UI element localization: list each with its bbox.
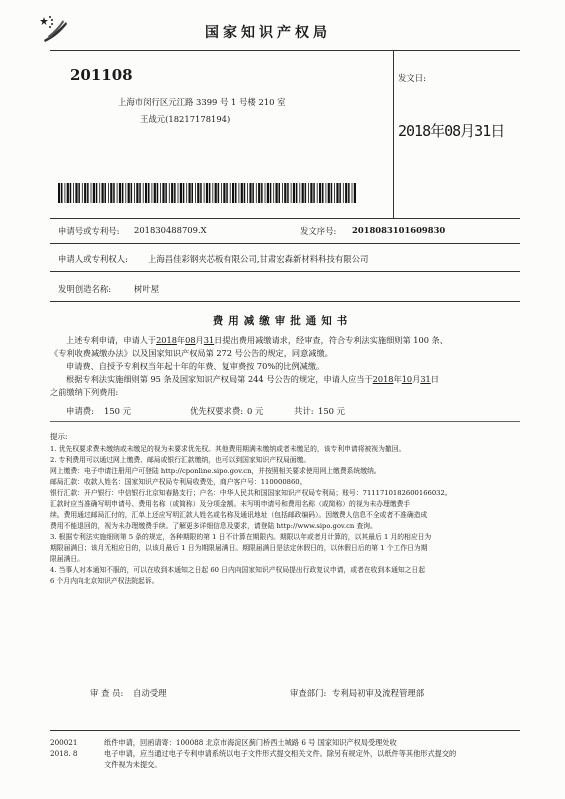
fee-application: 150 元 — [104, 406, 132, 416]
applicant-name: 上海昌佳彩钢夹芯板有限公司,甘肃宏森新材料科技有限公司 — [148, 254, 369, 264]
deadline-year: 2018 — [372, 374, 394, 384]
paragraph-deadline-cont: 之前缴纳下列费用: — [50, 387, 119, 397]
footer-line: 纸件申请，回函请寄：100088 北京市海淀区蓟门桥西土城路 6 号 国家知识产权局受理处收 — [104, 738, 397, 747]
hint-line: 4. 当事人对本通知不服的，可以在收到本通知之日起 60 日内向国家知识产权局提出行政复议申请，或者在收到本通知之日起 — [50, 566, 426, 574]
fee-priority-label: 优先权要求费: — [190, 406, 244, 416]
issue-date: 2018年08月31日 — [398, 122, 505, 140]
hint-line: 3. 根据专利法实施细则第 5 条的规定，各种期限的第 1 日不计算在期限内。期限以年或者月计算的，以其最后 1 月的相应日为 — [50, 533, 432, 541]
office-name: 国家知识产权局 — [205, 25, 331, 41]
text: 年 — [393, 374, 402, 384]
hint-line: 网上缴费：电子申请注册用户可登陆 http://cponline.sipo.gov.cn，并按照相关要求使用网上缴费系统缴纳。 — [50, 467, 381, 475]
serial-number-label: 发文序号: — [300, 226, 337, 236]
applicant-label: 申请人或专利权人: — [58, 254, 128, 264]
paragraph-approval — [50, 334, 530, 347]
issue-date-label: 发文日: — [398, 73, 426, 83]
divider — [50, 421, 520, 422]
hints-list — [50, 444, 530, 587]
divider — [50, 271, 520, 272]
department-label: 审查部门: — [290, 688, 327, 698]
paragraph-approval-cont: 《专利收费减缴办法》以及国家知识产权局第 272 号公告的规定，同意减缴。 — [50, 348, 333, 358]
fee-application-label: 申请费: — [66, 406, 94, 416]
form-code: 200021 — [50, 738, 78, 747]
application-number: 201830488709.X — [134, 225, 207, 235]
hint-line: 汇款时应当准确写明申请号、费用名称（或简称）及分项金额。未写明申请号和费用名称（或简称）的视为未办理缴费手 — [50, 500, 411, 508]
serial-number: 2018083101609830 — [352, 225, 446, 235]
hint-line: 2. 专利费用可以通过网上缴费、邮局或银行汇款缴纳，也可以到国家知识产权局面缴。 — [50, 456, 311, 464]
fee-total-label: 共计: — [294, 406, 314, 416]
request-year: 2018 — [156, 335, 177, 345]
hint-line: 邮局汇款：收款人姓名：国家知识产权局专利局收费处，商户客户号：110000860。 — [50, 478, 307, 486]
text: 根据专利法实施细则第 95 条及国家知识产权局第 244 号公告的规定，申请人应当于 — [66, 374, 373, 384]
hint-line: 限届满日。 — [50, 555, 84, 563]
paragraph-deadline — [50, 373, 530, 386]
hint-line: 费用不能退回的，视为未办理缴费手续。了解更多详细信息及要求，请登陆 http://www.sipo.gov.cn 查询。 — [50, 522, 377, 530]
text: 月 — [412, 374, 421, 384]
footer-notes — [104, 737, 524, 770]
department-name: 专利局初审及流程管理部 — [332, 688, 425, 698]
text: 年 — [176, 335, 186, 345]
footer-line: 电子申请，应当通过电子专利申请系统以电子文件形式提交相关文件。除另有规定外，以纸件等其他形式提交的 — [104, 749, 457, 758]
barcode — [58, 183, 358, 203]
examiner-label: 审 查 员: — [90, 688, 124, 698]
divider — [50, 243, 520, 244]
invention-name-label: 发明创造名称: — [58, 284, 112, 294]
divider — [393, 50, 394, 218]
recipient-address: 上海市闵行区元江路 3399 号 1 号楼 210 室 — [118, 97, 286, 107]
fee-total: 150 元 — [318, 406, 346, 416]
fee-priority: 0 元 — [247, 406, 264, 416]
postal-code: 201108 — [70, 66, 133, 84]
hints-title: 提示: — [50, 432, 68, 441]
text: 日 — [430, 374, 439, 384]
notice-body — [50, 334, 530, 399]
hint-line: 银行汇款：开户银行：中信银行北京知春路支行；户名：中华人民共和国国家知识产权局专利局；账号：7111710182600166032。 — [50, 489, 452, 497]
invention-name: 树叶屋 — [134, 284, 160, 294]
examiner-name: 自动受理 — [133, 688, 167, 698]
divider — [50, 730, 520, 731]
text: 日提出费用减缴请求，经审查，符合专利法实施细则第 100 条、 — [214, 335, 448, 345]
national-emblem-icon — [40, 14, 70, 44]
application-number-label: 申请号或专利号: — [58, 226, 120, 236]
form-date: 2018. 8 — [50, 749, 78, 758]
divider — [50, 50, 520, 51]
paragraph-reduction: 申请费、自授予专利权当年起十年的年费、复审费按 70%的比例减缴。 — [66, 361, 325, 371]
request-day: 31 — [203, 335, 215, 345]
notice-title: 费用减缴审批通知书 — [212, 315, 353, 327]
footer-line: 文件视为未提交。 — [104, 760, 162, 769]
divider — [50, 218, 520, 219]
hint-line: 续。费用通过邮局汇付的，汇单上还应写明汇款人姓名或名称及通讯地址（包括邮政编码）。因缴费人信息不全或者不准确造成 — [50, 511, 428, 519]
hint-line: 6 个月内向北京知识产权法院起诉。 — [50, 577, 159, 585]
hint-line: 期限届满日；该月无相应日的，以该月最后 1 日为期限届满日。期限届满日是法定休假日的，以休假日后的第 1 个工作日为期 — [50, 544, 428, 552]
recipient-contact: 王战元(18217178194) — [140, 114, 231, 124]
deadline-day: 31 — [420, 374, 431, 384]
text: 上述专利申请，申请人于 — [66, 335, 157, 345]
request-month: 08 — [185, 335, 196, 345]
hint-line: 1. 优先权要求费未缴纳或未缴足的视为未要求优先权。其他费用期满未缴纳或者未缴足的，该专利申请将被视为撤回。 — [50, 445, 406, 453]
hints-section — [50, 431, 530, 587]
divider — [50, 301, 520, 302]
deadline-month: 10 — [401, 374, 413, 384]
text: 月 — [195, 335, 204, 345]
